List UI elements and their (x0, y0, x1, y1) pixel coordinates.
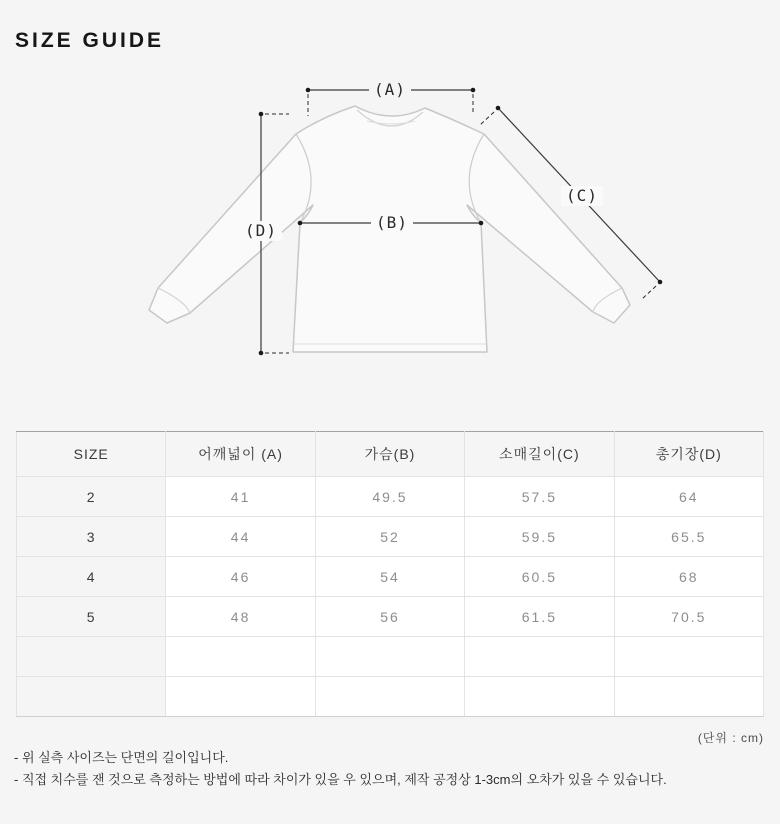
value-cell: 59.5 (465, 517, 614, 557)
size-table-header (17, 432, 764, 477)
page-title: SIZE GUIDE (15, 29, 165, 52)
measure-label-a: (A) (374, 80, 406, 99)
value-cell: 49.5 (315, 477, 464, 517)
value-cell (166, 677, 315, 717)
value-cell: 60.5 (465, 557, 614, 597)
size-cell: 3 (17, 517, 166, 557)
table-row (17, 677, 764, 717)
size-cell: 2 (17, 477, 166, 517)
measure-a (306, 80, 476, 116)
header-size: SIZE (17, 432, 166, 477)
unit-note: (단위 : cm) (697, 731, 764, 745)
size-table-body (17, 477, 764, 717)
value-cell: 56 (315, 597, 464, 637)
footer-notes (14, 747, 774, 791)
footer-note-line: - 직접 치수를 잰 것으로 측정하는 방법에 따라 차이가 있을 우 있으며, 제작 공정상 1-3cm의 오차가 있을 수 있습니다. (14, 772, 667, 787)
value-cell: 70.5 (614, 597, 763, 637)
value-cell (315, 677, 464, 717)
measure-d (240, 112, 289, 356)
measure-label-c: (C) (566, 186, 598, 205)
size-cell (17, 637, 166, 677)
value-cell: 61.5 (465, 597, 614, 637)
value-cell: 64 (614, 477, 763, 517)
size-cell: 5 (17, 597, 166, 637)
table-row (17, 477, 764, 517)
value-cell (614, 637, 763, 677)
measure-label-d: (D) (245, 221, 277, 240)
value-cell (614, 677, 763, 717)
value-cell: 54 (315, 557, 464, 597)
value-cell: 65.5 (614, 517, 763, 557)
value-cell: 48 (166, 597, 315, 637)
size-cell: 4 (17, 557, 166, 597)
size-table (16, 431, 764, 717)
header-chest: 가슴(B) (315, 432, 464, 477)
value-cell: 46 (166, 557, 315, 597)
table-row (17, 557, 764, 597)
header-sleeve: 소매길이(C) (465, 432, 614, 477)
header-shoulder: 어깨넓이 (A) (166, 432, 315, 477)
header-row (17, 432, 764, 477)
value-cell: 57.5 (465, 477, 614, 517)
size-diagram (0, 65, 780, 375)
footer-note-line: - 위 실측 사이즈는 단면의 길이입니다. (14, 750, 229, 765)
value-cell (465, 637, 614, 677)
shirt-measurement-illustration (0, 65, 780, 375)
value-cell: 41 (166, 477, 315, 517)
size-cell (17, 677, 166, 717)
value-cell (166, 637, 315, 677)
table-row (17, 597, 764, 637)
value-cell (315, 637, 464, 677)
value-cell: 44 (166, 517, 315, 557)
value-cell: 52 (315, 517, 464, 557)
value-cell: 68 (614, 557, 763, 597)
value-cell (465, 677, 614, 717)
table-row (17, 517, 764, 557)
header-length: 총기장(D) (614, 432, 763, 477)
table-row (17, 637, 764, 677)
measure-label-b: (B) (376, 213, 408, 232)
